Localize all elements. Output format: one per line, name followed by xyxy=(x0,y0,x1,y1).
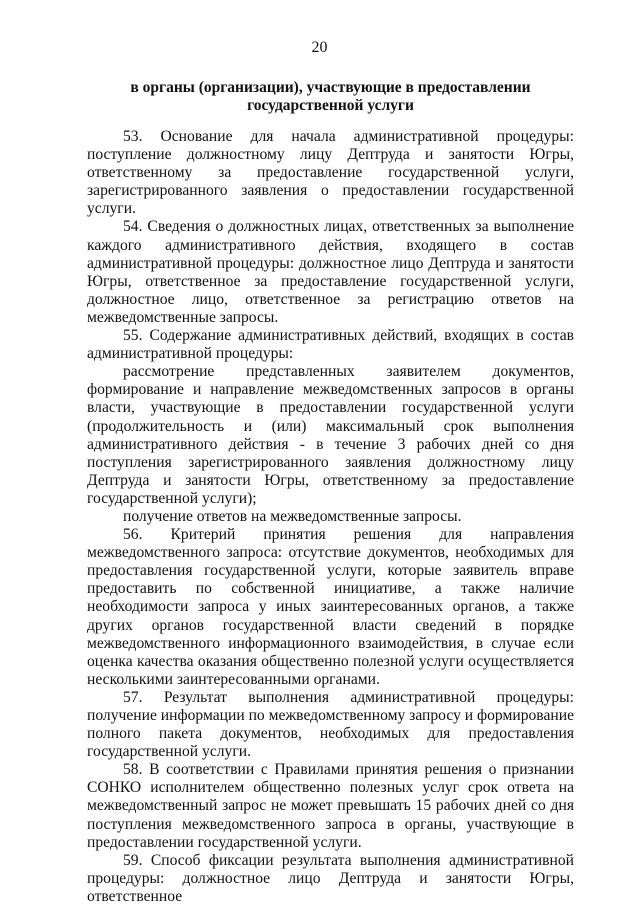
paragraph-59: 59. Способ фиксации результата выполнения административной процедуры: должностное лицо Дептруда и занятости Югры, ответственное xyxy=(87,851,574,905)
paragraph-54: 54. Сведения о должностных лицах, ответственных за выполнение каждого административного действия, входящего в состав административной процедуры: должностное лицо Дептруда и занятости Югры, ответственное за предоставление государственной услуги, должностное лицо, ответственное за регистрацию ответов на межведомственные запросы. xyxy=(87,218,574,326)
paragraph-58: 58. В соответствии с Правилами принятия решения о признании СОНКО исполнителем общественно полезных услуг срок ответа на межведомственный запрос не может превышать 15 рабочих дней со дня поступления межведомственного запроса в органы, участвующие в предоставлении государственной услуги. xyxy=(87,761,574,851)
paragraph-53: 53. Основание для начала административной процедуры: поступление должностному лицу Дептруда и занятости Югры, ответственному за предоставление государственной услуги, зарегистрированного заявления о предоставлении государственной услуги. xyxy=(87,128,574,218)
paragraph-56: 56. Критерий принятия решения для направления межведомственного запроса: отсутствие документов, необходимых для предоставления государственной услуги, которые заявитель вправе предоставить по собственной инициативе, а также наличие необходимости запроса у иных заинтересованных органов, а также других органов государственной власти сведений в порядке межведомственного информационного взаимодействия, в случае если оценка качества оказания общественно полезной услуги осуществляется несколькими заинтересованными органами. xyxy=(87,526,574,688)
paragraph-55-item-review: рассмотрение представленных заявителем документов, формирование и направление межведомственных запросов в органы власти, участвующие в предоставлении государственной услуги (продолжительность и (или) максимальный срок выполнения административного действия - в течение 3 рабочих дней со дня поступления зарегистрированного заявления должностному лицу Дептруда и занятости Югры, ответственному за предоставление государственной услуги); xyxy=(87,363,574,507)
page-number: 20 xyxy=(311,39,328,56)
paragraph-55-item-responses: получение ответов на межведомственные запросы. xyxy=(123,507,462,525)
paragraph-57: 57. Результат выполнения административной процедуры: получение информации по межведомственному запросу и формирование полного пакета документов, необходимых для предоставления государственной услуги. xyxy=(87,688,574,761)
section-heading: в органы (организации), участвующие в предоставлении государственной услуги xyxy=(130,79,531,114)
paragraph-55: 55. Содержание административных действий, входящих в состав административной процедуры: xyxy=(87,327,574,363)
document-body xyxy=(87,128,574,906)
